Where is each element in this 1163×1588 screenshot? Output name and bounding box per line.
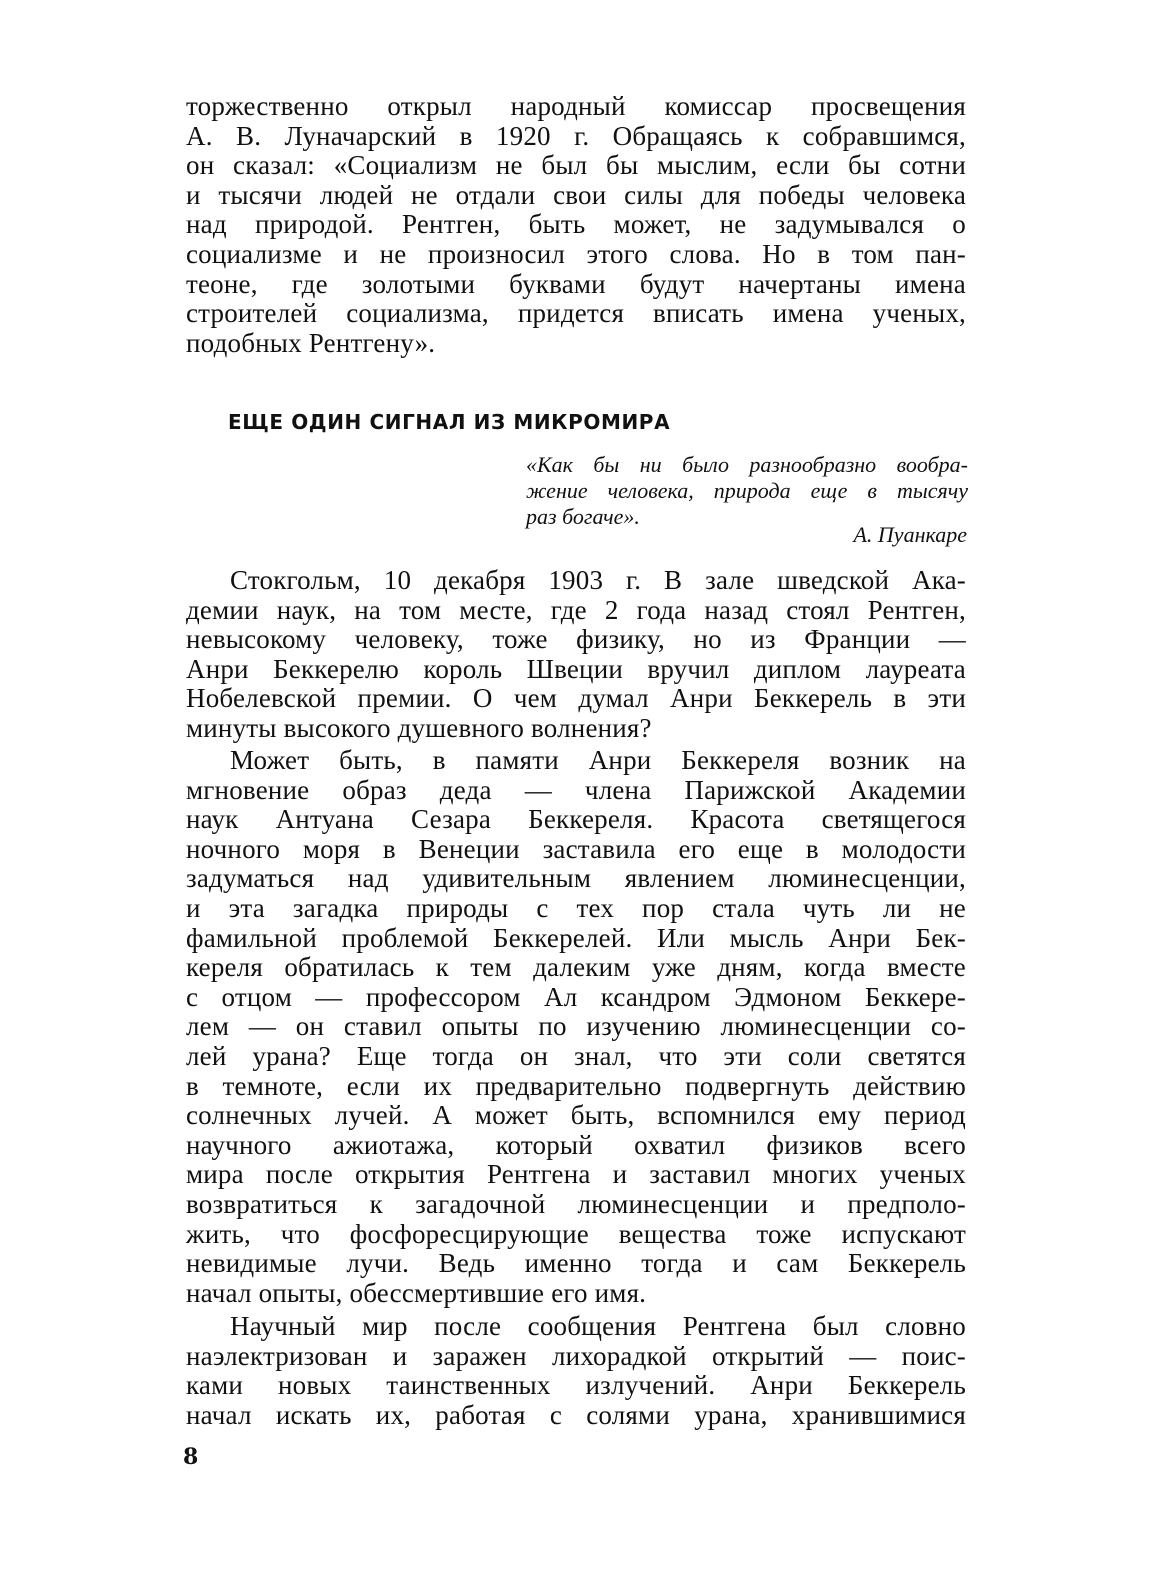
text-line: лей урана? Еще тогда он знал, что эти соли светятся: [186, 1040, 966, 1071]
text-line: с отцом — профессором Ал ксандром Эдмоном Беккере-: [186, 981, 966, 1012]
text-line: ками новых таинственных излучений. Анри Беккерель: [186, 1370, 966, 1401]
text-line: Нобелевской премии. О чем думал Анри Беккерель в эти: [186, 683, 966, 714]
text-line: лем — он ставил опыты по изучению люминесценции со-: [186, 1011, 966, 1042]
text-line: подобных Рентгену».: [186, 327, 436, 358]
stockholm-paragraph: [186, 566, 966, 744]
text-line: кереля обратилась к тем далеким уже дням, когда вместе: [186, 952, 966, 983]
text-line: ночного моря в Венеции заставила его еще в молодости: [186, 833, 966, 864]
text-line: задуматься над удивительным явлением люминесценции,: [186, 863, 966, 894]
text-line: научного ажиотажа, который охватил физиков всего: [186, 1129, 966, 1160]
scientific-paragraph: [186, 1312, 966, 1430]
text-line: наук Антуана Сезара Беккереля. Красота светящегося: [186, 804, 966, 835]
text-line: начал искать их, работая с солями урана, хранившимися: [186, 1399, 966, 1430]
text-line: строителей социализма, придется вписать имена ученых,: [186, 298, 966, 329]
epigraph-line: жение человека, природа еще в тысячу: [526, 478, 968, 503]
epigraph-quote: [526, 452, 968, 530]
text-line: фамильной проблемой Беккерелей. Или мысль Анри Бек-: [186, 922, 966, 953]
text-line: мгновение образ деда — члена Парижской Академии: [186, 774, 966, 805]
text-line: жить, что фосфоресцирующие вещества тоже испускают: [186, 1218, 966, 1249]
text-line: А. В. Луначарский в 1920 г. Обращаясь к собравшимся,: [186, 120, 966, 151]
text-line: солнечных лучей. А может быть, вспомнился ему период: [186, 1100, 966, 1131]
text-line: над природой. Рентген, быть может, не задумывался о: [186, 209, 966, 240]
text-line: возвратиться к загадочной люминесценции и предполо-: [186, 1188, 966, 1219]
epigraph-line: раз богаче».: [526, 504, 640, 529]
text-line: наэлектризован и заражен лихорадкой открытий — поис-: [186, 1340, 966, 1371]
text-line: демии наук, на том месте, где 2 года назад стоял Рентген,: [186, 594, 966, 625]
text-line: и эта загадка природы с тех пор стала чуть ли не: [186, 892, 966, 923]
text-line: и тысячи людей не отдали свои силы для победы человека: [186, 179, 966, 210]
text-line: мира после открытия Рентгена и заставил многих ученых: [186, 1159, 966, 1190]
section-title: ЕЩЕ ОДИН СИГНАЛ ИЗ МИКРОМИРА: [228, 410, 671, 434]
text-line: в темноте, если их предварительно подвергнуть действию: [186, 1070, 966, 1101]
text-line: начал опыты, обессмертившие его имя.: [186, 1277, 647, 1308]
epigraph-line: «Как бы ни было разнообразно вообра-: [526, 452, 968, 477]
text-line: теоне, где золотыми буквами будут начертаны имена: [186, 268, 966, 299]
text-line: Анри Беккерелю король Швеции вручил диплом лауреата: [186, 653, 966, 684]
intro-paragraph: [186, 92, 966, 358]
text-line: невидимые лучи. Ведь именно тогда и сам Беккерель: [186, 1248, 966, 1279]
text-line: Стокгольм, 10 декабря 1903 г. В зале шведской Ака-: [230, 565, 966, 595]
text-line: минуты высокого душевного волнения?: [186, 712, 652, 743]
text-line: он сказал: «Социализм не был бы мыслим, если бы сотни: [186, 150, 966, 181]
text-line: невысокому человеку, тоже физику, но из Франции —: [186, 624, 966, 655]
epigraph-author: А. Пуанкаре: [853, 522, 967, 547]
text-line: социализме и не произносил этого слова. Но в том пан-: [186, 238, 966, 269]
memory-paragraph: [186, 746, 966, 1308]
page-number: 8: [183, 1444, 199, 1470]
text-line: Научный мир после сообщения Рентгена был словно: [230, 1311, 966, 1341]
text-line: торжественно открыл народный комиссар просвещения: [186, 91, 966, 121]
text-line: Может быть, в памяти Анри Беккереля возник на: [230, 745, 966, 775]
